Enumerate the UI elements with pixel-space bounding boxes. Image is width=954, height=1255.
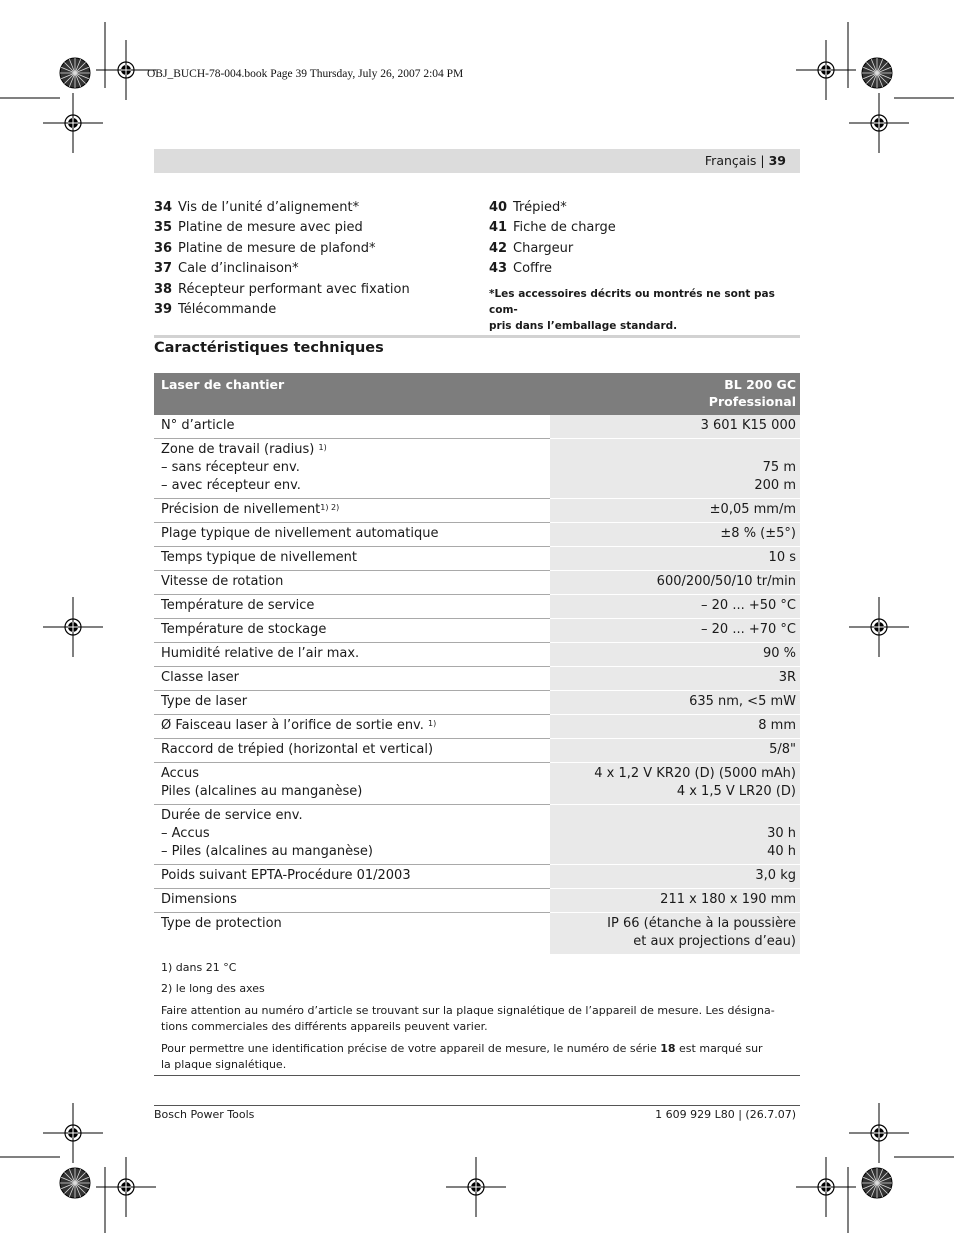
footnote-2: 2) le long des axes bbox=[161, 982, 265, 995]
table-row: Accus Piles (alcalines au manganèse) 4 x 1,2 V KR20 (D) (5000 mAh) 4 x 1,5 V LR20 (D) bbox=[154, 763, 800, 805]
book-info-line: OBJ_BUCH-78-004.book Page 39 Thursday, July 26, 2007 2:04 PM bbox=[147, 68, 464, 80]
section-title: Caractéristiques techniques bbox=[154, 340, 384, 356]
accessories-note: *Les accessoires décrits ou montrés ne sont pas com- pris dans l’emballage standard. bbox=[489, 288, 775, 332]
header-language: Français | bbox=[704, 153, 769, 168]
footnote-1: 1) dans 21 °C bbox=[161, 961, 237, 974]
list-item: 40 Trépied* bbox=[489, 200, 567, 215]
table-row: Dimensions 211 x 180 x 190 mm bbox=[154, 889, 800, 913]
list-item: 36 Platine de mesure de plafond* bbox=[154, 240, 376, 256]
list-item: 37 Cale d’inclinaison* bbox=[154, 261, 299, 277]
table-row: Raccord de trépied (horizontal et vertical) 5/8" bbox=[154, 739, 800, 763]
list-item: 38 Récepteur performant avec fixation bbox=[154, 281, 410, 297]
table-row: Type de protection IP 66 (étanche à la poussière et aux projections d’eau) bbox=[154, 913, 800, 955]
table-row: Vitesse de rotation 600/200/50/10 tr/min bbox=[154, 571, 800, 595]
header-page: 39 bbox=[768, 153, 786, 168]
table-row: Classe laser 3R bbox=[154, 667, 800, 691]
page-number bbox=[705, 153, 786, 168]
table-row: Précision de nivellement$^{1) 2)}$ ±0,05 mm/m bbox=[154, 499, 800, 523]
table-header-product: Laser de chantier bbox=[154, 373, 550, 415]
serial-note: Pour permettre une identification précise de votre appareil de mesure, le numéro de série 18 est marqué sur la plaque signalétique. bbox=[161, 1042, 763, 1071]
table-row: Température de service – 20 ... +50 °C bbox=[154, 595, 800, 619]
footnotes bbox=[161, 960, 796, 1079]
footer-code: 1 609 929 L80 | (26.7.07) bbox=[655, 1108, 796, 1121]
list-item: 42 Chargeur bbox=[489, 240, 574, 256]
table-row: Ø Faisceau laser à l’orifice de sortie env. $^{1)}$ 8 mm bbox=[154, 715, 800, 739]
table-row: Temps typique de nivellement 10 s bbox=[154, 547, 800, 571]
table-header-model: BL 200 GC Professional bbox=[550, 373, 800, 415]
list-item: 41 Fiche de charge bbox=[489, 220, 616, 236]
table-row: Durée de service env. – Accus – Piles (alcalines au manganèse) 30 h 40 h bbox=[154, 805, 800, 865]
table-row: Zone de travail (radius) $^{1)}$ – sans récepteur env. – avec récepteur env. 75 m 200 m bbox=[154, 439, 800, 499]
table-row: Poids suivant EPTA-Procédure 01/2003 3,0 kg bbox=[154, 865, 800, 889]
table-header-row bbox=[154, 373, 800, 415]
table-row: Plage typique de nivellement automatique ±8 % (±5°) bbox=[154, 523, 800, 547]
divider bbox=[154, 1075, 800, 1076]
footer-divider bbox=[154, 1105, 800, 1106]
list-item: 43 Coffre bbox=[489, 261, 553, 277]
spec-table bbox=[154, 373, 800, 954]
parts-list-right bbox=[489, 198, 616, 280]
page-header bbox=[154, 149, 800, 173]
parts-list-left bbox=[154, 198, 410, 320]
table-row: Type de laser 635 nm, <5 mW bbox=[154, 691, 800, 715]
section-divider bbox=[154, 335, 800, 338]
list-item: 34 Vis de l’unité d’alignement* bbox=[154, 200, 360, 215]
article-note: Faire attention au numéro d’article se trouvant sur la plaque signalétique de l’appareil de mesure. Les désigna- tions commerciales des différents appareils peuvent varier. bbox=[161, 1004, 775, 1033]
footer-brand: Bosch Power Tools bbox=[154, 1108, 255, 1121]
list-item: 39 Télécommande bbox=[154, 302, 277, 318]
table-row: Humidité relative de l’air max. 90 % bbox=[154, 643, 800, 667]
table-row: Température de stockage – 20 ... +70 °C bbox=[154, 619, 800, 643]
list-item: 35 Platine de mesure avec pied bbox=[154, 220, 363, 236]
table-row: N° d’article 3 601 K15 000 bbox=[154, 415, 800, 439]
